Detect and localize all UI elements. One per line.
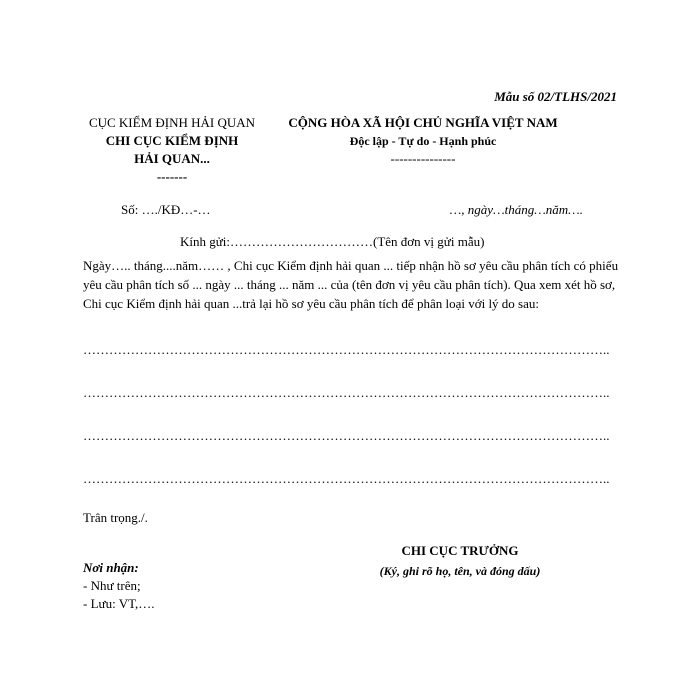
nation-title: CỘNG HÒA XÃ HỘI CHỦ NGHĨA VIỆT NAM — [288, 115, 558, 130]
parent-agency: CỤC KIỂM ĐỊNH HẢI QUAN — [88, 115, 256, 130]
form-code: Mẫu số 02/TLHS/2021 — [494, 89, 617, 104]
reason-line: ………………………………………………………………………………………………………….. — [83, 342, 610, 357]
recipient-item: - Lưu: VT,…. — [83, 596, 155, 611]
sub-agency-line1: CHI CỤC KIỂM ĐỊNH — [105, 133, 239, 148]
closing-text: Trân trọng./. — [83, 510, 148, 525]
recipient-item: - Như trên; — [83, 578, 141, 593]
nation-motto: Độc lập - Tự do - Hạnh phúc — [349, 134, 497, 148]
date-line: …, ngày…tháng…năm…. — [449, 202, 583, 217]
national-header — [278, 114, 568, 168]
sub-agency-line2: HẢI QUAN... — [134, 151, 210, 166]
recipients-heading: Nơi nhận: — [83, 560, 139, 575]
recipients-block — [83, 559, 155, 613]
reason-line: ………………………………………………………………………………………………………….. — [83, 428, 610, 443]
agency-header — [82, 114, 262, 186]
body-paragraph: Ngày….. tháng....năm…… , Chi cục Kiểm định hải quan ... tiếp nhận hồ sơ yêu cầu phân tích có phiếu yêu cầu phân tích số ... ngày ... tháng ... năm ... của (tên đơn vị yêu cầu phân tích). Qua xem xét hồ sơ, Chi cục Kiểm định hải quan ...trả lại hồ sơ yêu cầu phân tích để phân loại với lý do sau: — [83, 258, 619, 311]
signature-block — [360, 541, 560, 581]
signer-note: (Ký, ghi rõ họ, tên, và đóng dấu) — [379, 564, 541, 578]
signer-title: CHI CỤC TRƯỞNG — [401, 543, 519, 558]
document-number: Số: …./KĐ…-… — [121, 202, 211, 217]
reason-line: ………………………………………………………………………………………………………….. — [83, 385, 610, 400]
agency-separator: ------- — [156, 169, 188, 184]
reason-line: ………………………………………………………………………………………………………….. — [83, 471, 610, 486]
nation-separator: --------------- — [390, 151, 456, 166]
recipient-line: Kính gửi:……………………………(Tên đơn vị gửi mẫu) — [180, 234, 485, 249]
